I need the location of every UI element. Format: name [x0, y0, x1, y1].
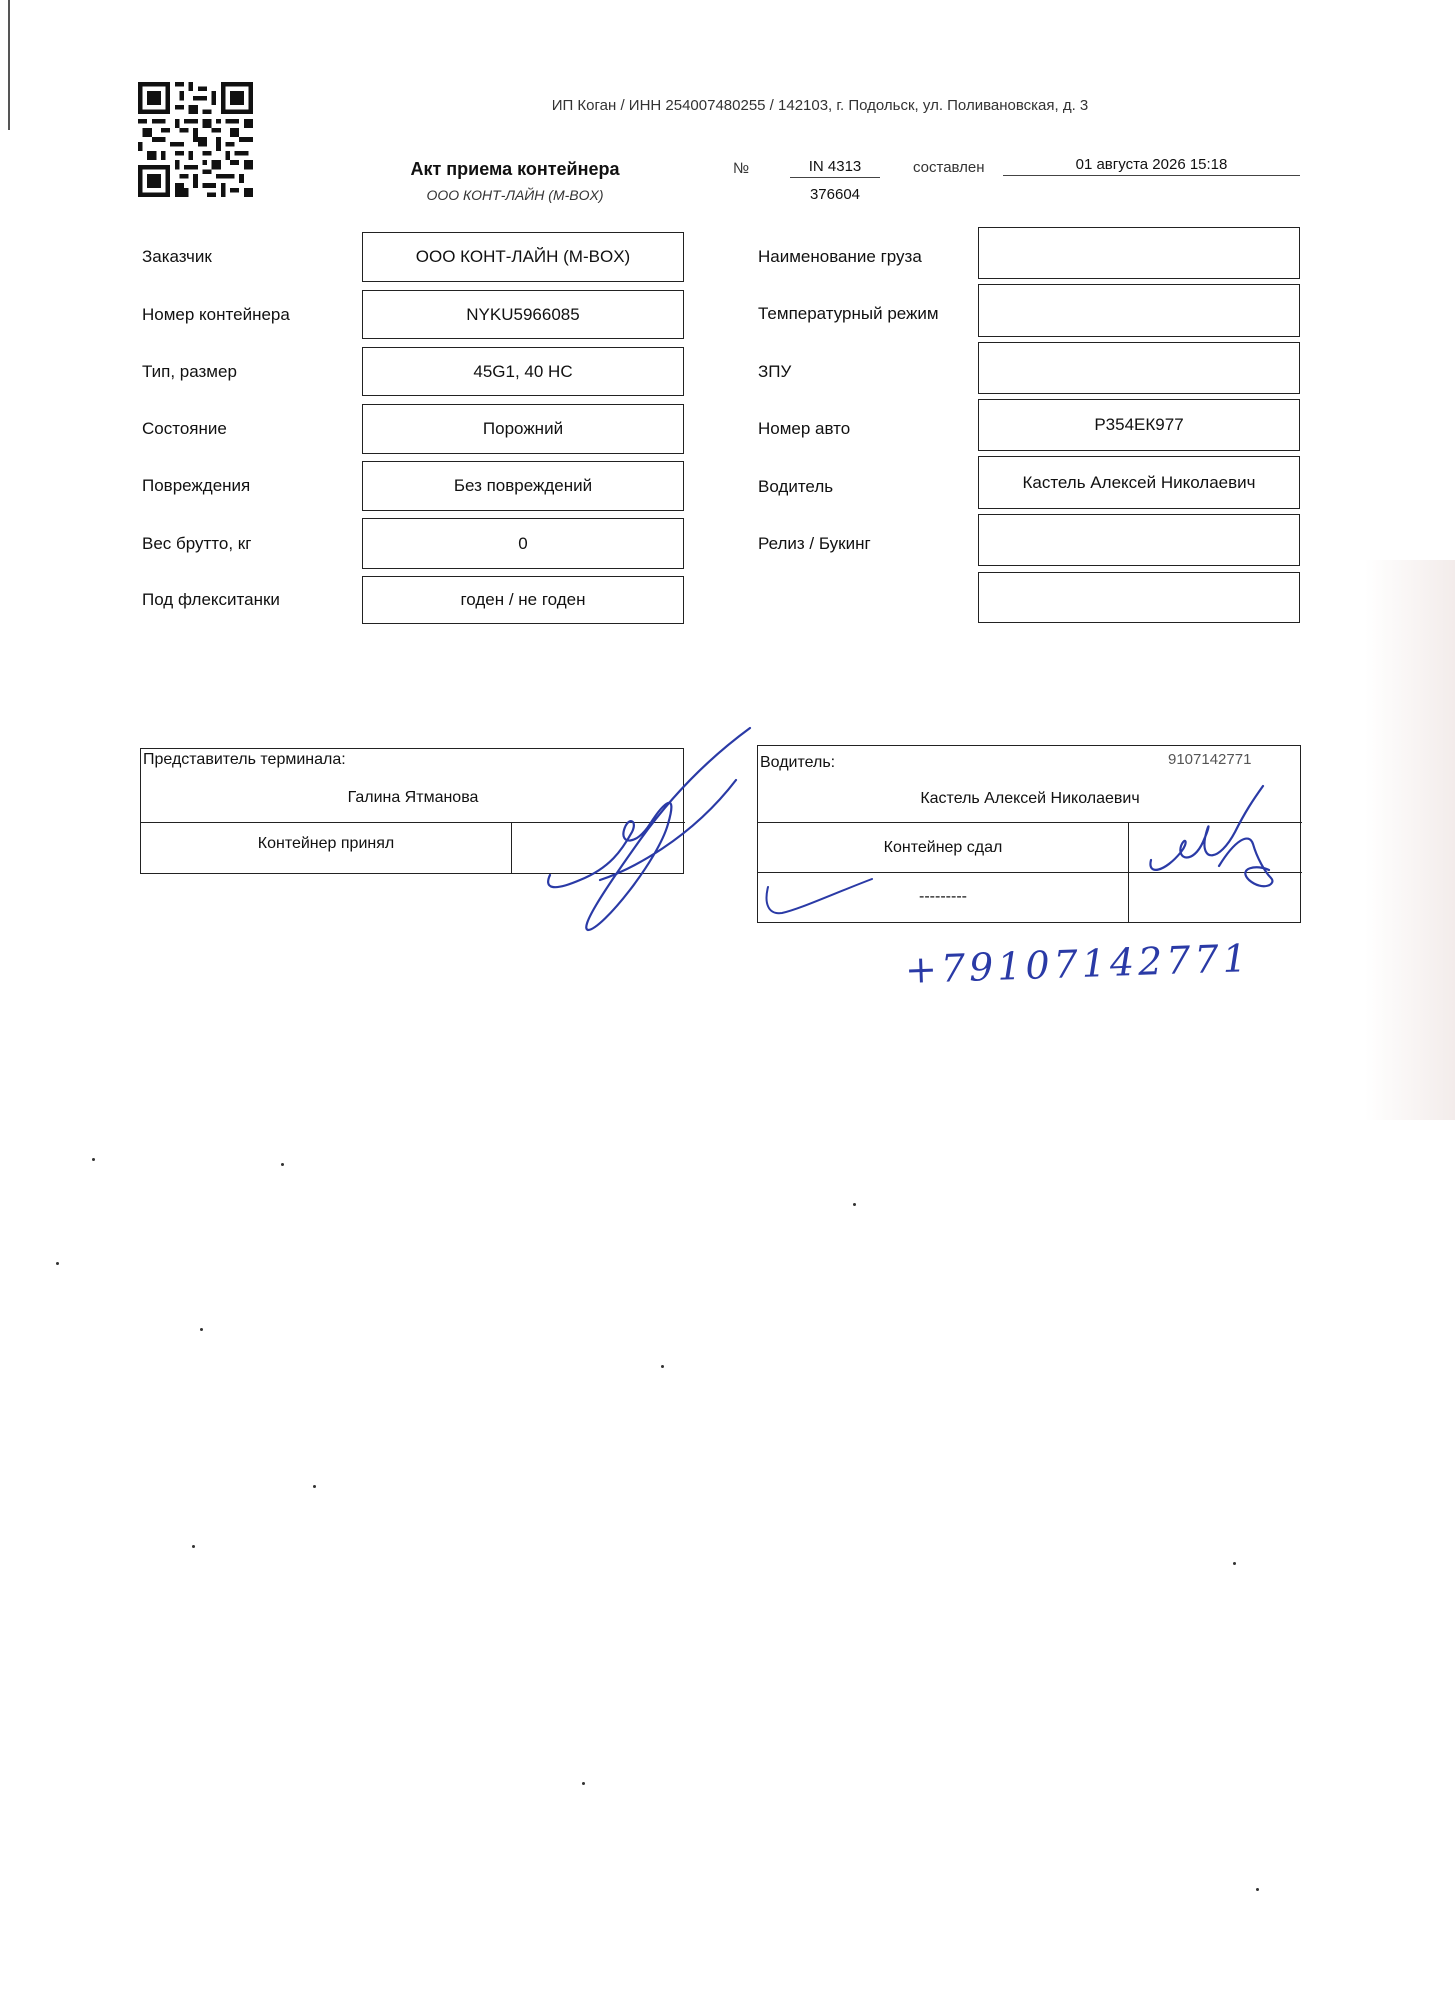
field-label-gross-weight: Вес брутто, кг — [142, 534, 252, 553]
terminal-handwritten-signature — [540, 720, 780, 940]
document-title: Акт приема контейнера — [410, 159, 620, 179]
field-value-type-size: 45G1, 40 HC — [362, 347, 684, 396]
field-label-type-size: Тип, размер — [142, 362, 237, 381]
terminal-role-label: Представитель терминала: — [143, 751, 346, 768]
scan-speck — [1256, 1888, 1259, 1891]
field-value-condition: Порожний — [362, 404, 684, 454]
field-value-temperature — [978, 284, 1300, 337]
scan-edge — [8, 0, 10, 130]
scan-speck — [853, 1203, 856, 1206]
scan-speck — [661, 1365, 664, 1368]
terminal-action: Контейнер принял — [257, 835, 395, 852]
field-value-cargo-name — [978, 227, 1300, 279]
field-label-damage: Повреждения — [142, 476, 251, 495]
composed-date: 01 августа 2026 15:18 — [1003, 156, 1300, 176]
field-value-flexitank: годен / не годен — [362, 576, 684, 624]
scan-speck — [192, 1545, 195, 1548]
field-value-gross-weight: 0 — [362, 518, 684, 569]
scan-speck — [92, 1158, 95, 1161]
field-label-seal: ЗПУ — [758, 362, 792, 381]
field-label-release-booking: Релиз / Букинг — [758, 534, 871, 553]
driver-role-label: Водитель: — [760, 754, 836, 771]
scan-speck — [582, 1782, 585, 1785]
scan-speck — [281, 1163, 284, 1166]
field-label-customer: Заказчик — [142, 247, 212, 266]
driver-phone: 9107142771 — [1168, 751, 1252, 768]
field-label-container-number: Номер контейнера — [142, 305, 290, 324]
field-label-condition: Состояние — [142, 419, 227, 438]
checkmark-icon — [760, 875, 880, 925]
handwritten-phone-note: +79107142771 — [904, 935, 1252, 993]
document-subtitle: ООО КОНТ-ЛАЙН (M-BOX) — [426, 187, 604, 203]
field-label-driver: Водитель — [758, 477, 834, 496]
field-label-vehicle-number: Номер авто — [758, 419, 851, 438]
field-label-flexitank: Под флекситанки — [142, 590, 280, 609]
field-value-customer: ООО КОНТ-ЛАЙН (M-BOX) — [362, 232, 684, 282]
driver-dashes: --------- — [919, 888, 967, 905]
number-sign: № — [733, 160, 750, 177]
driver-handwritten-signature — [1145, 780, 1285, 900]
field-label-temperature: Температурный режим — [758, 304, 939, 323]
scan-speck — [200, 1328, 203, 1331]
qr-code-icon — [138, 82, 253, 197]
field-value-release-booking — [978, 514, 1300, 566]
field-value-vehicle-number: Р354ЕК977 — [978, 399, 1300, 451]
driver-name: Кастель Алексей Николаевич — [920, 790, 1140, 807]
terminal-signature-cell — [511, 822, 512, 873]
document-number-sub: 376604 — [809, 186, 861, 203]
scan-speck — [56, 1262, 59, 1265]
field-value-damage: Без повреждений — [362, 461, 684, 511]
document-number: IN 4313 — [790, 158, 880, 178]
scan-shadow — [1365, 560, 1455, 1120]
scan-speck — [1233, 1562, 1236, 1565]
driver-action: Контейнер сдал — [883, 839, 1003, 856]
field-value-seal — [978, 342, 1300, 394]
field-label-cargo-name: Наименование груза — [758, 247, 922, 266]
terminal-rep-name: Галина Ятманова — [347, 789, 479, 806]
company-header: ИП Коган / ИНН 254007480255 / 142103, г. Подольск, ул. Поливановская, д. 3 — [551, 97, 1089, 114]
field-value-extra — [978, 572, 1300, 623]
field-value-driver: Кастель Алексей Николаевич — [978, 456, 1300, 509]
field-value-container-number: NYKU5966085 — [362, 290, 684, 339]
scan-speck — [313, 1485, 316, 1488]
driver-signature-cell — [1128, 822, 1129, 922]
composed-label: составлен — [913, 159, 985, 176]
